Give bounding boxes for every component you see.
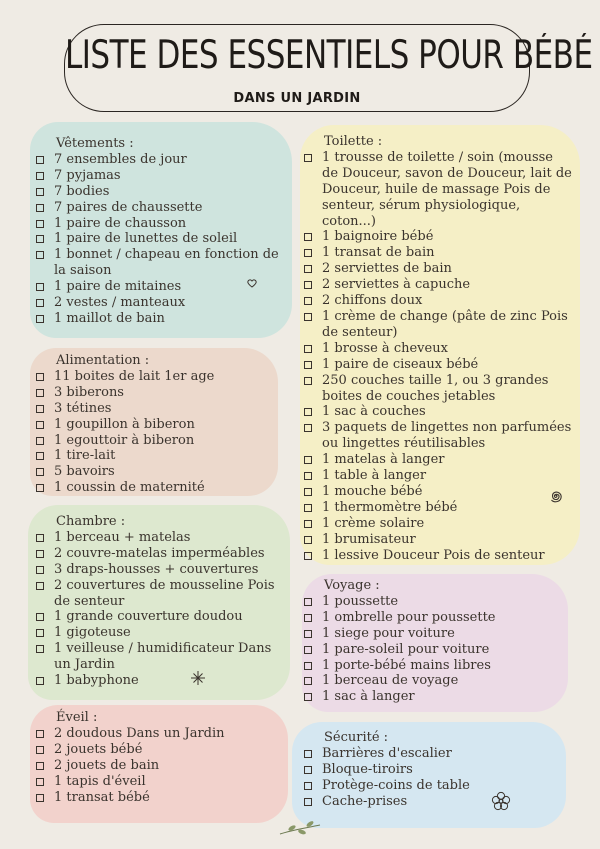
checklist-item-label: 7 paires de chaussette — [54, 199, 203, 215]
section-eveil — [36, 710, 286, 805]
checkbox-icon[interactable] — [36, 613, 44, 621]
checklist-item — [36, 530, 288, 546]
checklist-item — [304, 452, 572, 468]
checklist-item-label: 1 tapis d'éveil — [54, 773, 146, 789]
checklist-item — [36, 401, 276, 417]
checklist-item-label: 1 porte-bébé mains libres — [322, 657, 491, 673]
checklist-item — [36, 385, 276, 401]
checklist-item — [304, 642, 564, 658]
checkbox-icon[interactable] — [304, 345, 312, 353]
checklist-item — [304, 357, 572, 373]
checklist-item — [304, 794, 564, 810]
checklist-item-label: 1 brumisateur — [322, 531, 416, 547]
checklist-item — [304, 404, 572, 420]
checklist-item-label: 1 crème solaire — [322, 515, 425, 531]
checkbox-icon[interactable] — [304, 456, 312, 464]
checklist-item-label: 2 couvre-matelas imperméables — [54, 545, 265, 561]
checkbox-icon[interactable] — [304, 249, 312, 257]
checkbox-icon[interactable] — [304, 233, 312, 241]
checkbox-icon[interactable] — [304, 766, 312, 774]
checkbox-icon[interactable] — [36, 645, 44, 653]
checklist-item — [36, 726, 286, 742]
checkbox-icon[interactable] — [304, 154, 312, 162]
section-vetements — [36, 136, 288, 327]
checklist-item — [304, 277, 572, 293]
checkbox-icon[interactable] — [36, 566, 44, 574]
checkbox-icon[interactable] — [36, 762, 44, 770]
section-voyage — [304, 578, 564, 705]
checklist-item-label: 3 tétines — [54, 400, 112, 416]
checklist-item — [36, 464, 276, 480]
checklist-item-label: 1 trousse de toilette / soin (mousse de Douceur, savon de Douceur, lait de Douceur, huile de massage Pois de senteur, sérum physiologique, coton...) — [322, 149, 572, 229]
checklist-item — [304, 746, 564, 762]
checklist-item — [304, 673, 564, 689]
checkbox-icon[interactable] — [304, 798, 312, 806]
checkbox-icon[interactable] — [36, 188, 44, 196]
checklist-item-label: 1 transat bébé — [54, 789, 150, 805]
checklist-item — [304, 610, 564, 626]
checkbox-icon[interactable] — [36, 746, 44, 754]
checkbox-icon[interactable] — [36, 421, 44, 429]
section-title-voyage: Voyage : — [324, 578, 380, 593]
checkbox-icon[interactable] — [304, 377, 312, 385]
leaf-sprig-icon — [278, 820, 322, 842]
checklist-item-label: 1 babyphone — [54, 673, 139, 689]
checklist-item — [36, 152, 288, 168]
section-title-securite: Sécurité : — [324, 730, 389, 745]
checkbox-icon[interactable] — [36, 437, 44, 445]
checklist-item — [36, 311, 288, 327]
checkbox-icon[interactable] — [304, 552, 312, 560]
checklist-item-label: 2 chiffons doux — [322, 293, 423, 309]
checkbox-icon[interactable] — [304, 520, 312, 528]
sparkle-icon — [190, 670, 206, 690]
checkbox-icon[interactable] — [36, 730, 44, 738]
section-title-toilette: Toilette : — [324, 134, 383, 149]
checklist-item — [304, 373, 572, 405]
checklist-item-label: 3 biberons — [54, 384, 124, 400]
checklist-item — [36, 546, 288, 562]
checklist-item — [304, 689, 564, 705]
checklist-item-label: 2 serviettes de bain — [322, 261, 452, 277]
checkbox-icon[interactable] — [36, 251, 44, 259]
checkbox-icon[interactable] — [304, 361, 312, 369]
checkbox-icon[interactable] — [36, 283, 44, 291]
checklist-item-label: 3 draps-housses + couvertures — [54, 561, 259, 577]
brand-logo: DANS UN JARDIN — [233, 91, 361, 106]
checklist-item-label: 1 paire de lunettes de soleil — [54, 231, 238, 247]
checklist-item-label: 250 couches taille 1, ou 3 grandes boites de couches jetables — [322, 372, 549, 404]
checklist-item-label: 5 bavoirs — [54, 464, 115, 480]
checkbox-icon[interactable] — [36, 204, 44, 212]
checkbox-icon[interactable] — [36, 629, 44, 637]
checkbox-icon[interactable] — [304, 424, 312, 432]
checkbox-icon[interactable] — [304, 297, 312, 305]
checklist-item — [304, 484, 572, 500]
checklist-item-label: 2 serviettes à capuche — [322, 277, 471, 293]
checkbox-icon[interactable] — [304, 677, 312, 685]
checklist-item — [304, 468, 572, 484]
checklist-item — [36, 562, 288, 578]
checklist-item-label: 7 pyjamas — [54, 167, 121, 183]
checkbox-icon[interactable] — [36, 389, 44, 397]
checkbox-icon[interactable] — [304, 598, 312, 606]
flower-icon — [490, 790, 512, 816]
checklist-item-label: Bloque-tiroirs — [322, 761, 413, 777]
checklist-item — [36, 625, 288, 641]
checkbox-icon[interactable] — [36, 484, 44, 492]
checklist-item — [304, 150, 572, 230]
checklist-item-label: Protège-coins de table — [322, 777, 470, 793]
checklist-item-label: 1 berceau + matelas — [54, 529, 191, 545]
checkbox-icon[interactable] — [36, 452, 44, 460]
checkbox-icon[interactable] — [304, 313, 312, 321]
checklist-item — [304, 762, 564, 778]
checklist-item — [36, 216, 288, 232]
checklist-item-label: 2 vestes / manteaux — [54, 295, 186, 311]
checklist-item-label: 1 ombrelle pour poussette — [322, 609, 496, 625]
section-chambre — [36, 514, 288, 689]
checkbox-icon[interactable] — [36, 299, 44, 307]
checkbox-icon[interactable] — [36, 220, 44, 228]
checklist-item — [304, 341, 572, 357]
checklist-item-label: 1 egouttoir à biberon — [54, 432, 195, 448]
checkbox-icon[interactable] — [36, 794, 44, 802]
checkbox-icon[interactable] — [36, 550, 44, 558]
checkbox-icon[interactable] — [36, 235, 44, 243]
checklist-item — [36, 673, 288, 689]
section-title-chambre: Chambre : — [56, 514, 126, 529]
checkbox-icon[interactable] — [304, 504, 312, 512]
checkbox-icon[interactable] — [304, 281, 312, 289]
checkbox-icon[interactable] — [36, 468, 44, 476]
checklist-item — [36, 774, 286, 790]
checklist-item — [36, 448, 276, 464]
checklist-item — [36, 758, 286, 774]
checklist-item-label: 1 matelas à langer — [322, 452, 445, 468]
checklist-item-label: 1 goupillon à biberon — [54, 416, 195, 432]
checklist-item — [36, 200, 288, 216]
section-title-vetements: Vêtements : — [56, 136, 134, 151]
checklist-item — [304, 626, 564, 642]
checklist-item-label: 1 paire de chausson — [54, 215, 187, 231]
checklist-item-label: 1 veilleuse / humidificateur Dans un Jardin — [54, 641, 272, 673]
checklist-item-label: 1 tire-lait — [54, 448, 116, 464]
checkbox-icon[interactable] — [304, 614, 312, 622]
checkbox-icon[interactable] — [36, 582, 44, 590]
checklist-item-label: 7 ensembles de jour — [54, 151, 187, 167]
checklist-item — [36, 790, 286, 806]
section-alimentation — [36, 353, 276, 496]
section-toilette — [304, 134, 572, 563]
checklist-item-label: 1 bonnet / chapeau en fonction de la saison — [54, 247, 279, 279]
checklist-item-label: 1 poussette — [322, 593, 399, 609]
checklist-item — [304, 261, 572, 277]
checkbox-icon[interactable] — [36, 172, 44, 180]
checklist-item — [36, 295, 288, 311]
checklist-item-label: 1 sac à couches — [322, 404, 426, 420]
checklist-item — [304, 594, 564, 610]
section-title-alimentation: Alimentation : — [56, 353, 150, 368]
checkbox-icon[interactable] — [304, 472, 312, 480]
checkbox-icon[interactable] — [304, 536, 312, 544]
checklist-item — [36, 369, 276, 385]
checkbox-icon[interactable] — [304, 488, 312, 496]
checklist-item-label: 1 paire de ciseaux bébé — [322, 356, 479, 372]
checklist-item — [304, 229, 572, 245]
checklist-item — [304, 778, 564, 794]
checklist-item — [36, 641, 288, 673]
checklist-item-label: 1 baignoire bébé — [322, 229, 434, 245]
checkbox-icon[interactable] — [36, 156, 44, 164]
checkbox-icon[interactable] — [304, 646, 312, 654]
checklist-item-label: 1 coussin de maternité — [54, 480, 205, 496]
checklist-item-label: Barrières d'escalier — [322, 745, 452, 761]
checklist-item — [36, 578, 288, 610]
checkbox-icon[interactable] — [304, 750, 312, 758]
checklist-item-label: 1 pare-soleil pour voiture — [322, 641, 490, 657]
checklist-item-label: 1 lessive Douceur Pois de senteur — [322, 547, 545, 563]
checklist-item-label: 2 couvertures de mousseline Pois de senteur — [54, 577, 275, 609]
checkbox-icon[interactable] — [304, 662, 312, 670]
checklist-item-label: 1 transat de bain — [322, 245, 435, 261]
checkbox-icon[interactable] — [36, 534, 44, 542]
checkbox-icon[interactable] — [304, 693, 312, 701]
checklist-item — [36, 742, 286, 758]
checklist-item-label: 11 boites de lait 1er age — [54, 368, 215, 384]
checkbox-icon[interactable] — [36, 373, 44, 381]
section-securite — [304, 730, 564, 810]
checklist-item — [304, 309, 572, 341]
checklist-item-label: 1 thermomètre bébé — [322, 499, 458, 515]
checkbox-icon[interactable] — [36, 315, 44, 323]
checklist-item-label: 1 paire de mitaines — [54, 279, 182, 295]
section-title-eveil: Éveil : — [56, 710, 98, 725]
checklist-item — [36, 480, 276, 496]
checklist-item-label: 1 crème de change (pâte de zinc Pois de senteur) — [322, 308, 568, 340]
checkbox-icon[interactable] — [304, 408, 312, 416]
checkbox-icon[interactable] — [304, 265, 312, 273]
checklist-item-label: 1 berceau de voyage — [322, 673, 459, 689]
title-frame — [64, 24, 593, 112]
checklist-item-label: 1 grande couverture doudou — [54, 609, 243, 625]
checklist-item-label: 1 brosse à cheveux — [322, 340, 448, 356]
checkbox-icon[interactable] — [36, 677, 44, 685]
checklist-item — [36, 417, 276, 433]
checklist-item — [304, 532, 572, 548]
checklist-item — [304, 658, 564, 674]
page-title: LISTE DES ESSENTIELS POUR BÉBÉ — [65, 33, 593, 78]
spiral-icon — [546, 486, 566, 510]
checklist-item-label: 1 maillot de bain — [54, 310, 165, 326]
checklist-item-label: 1 gigoteuse — [54, 625, 131, 641]
checklist-item-label: 7 bodies — [54, 183, 110, 199]
checklist-item — [304, 516, 572, 532]
checkbox-icon[interactable] — [36, 778, 44, 786]
checklist-item-label: Cache-prises — [322, 793, 408, 809]
checklist-item-label: 2 doudous Dans un Jardin — [54, 725, 225, 741]
checkbox-icon[interactable] — [36, 405, 44, 413]
checklist-item — [304, 420, 572, 452]
checklist-item-label: 2 jouets de bain — [54, 757, 160, 773]
checklist-item — [304, 245, 572, 261]
checklist-item-label: 3 paquets de lingettes non parfumées ou lingettes réutilisables — [322, 420, 572, 452]
checklist-item — [304, 548, 572, 564]
heart-icon — [246, 274, 258, 293]
checklist-item-label: 1 sac à langer — [322, 689, 415, 705]
checklist-item — [36, 231, 288, 247]
checkbox-icon[interactable] — [304, 782, 312, 790]
checklist-item-label: 1 table à langer — [322, 468, 427, 484]
checkbox-icon[interactable] — [304, 630, 312, 638]
checklist-item — [36, 168, 288, 184]
checklist-item — [36, 184, 288, 200]
checklist-item — [36, 433, 276, 449]
checklist-item-label: 2 jouets bébé — [54, 741, 143, 757]
checklist-item-label: 1 siege pour voiture — [322, 625, 455, 641]
checklist-item — [36, 609, 288, 625]
checklist-item — [304, 500, 572, 516]
checklist-item-label: 1 mouche bébé — [322, 483, 423, 499]
checklist-item — [304, 293, 572, 309]
